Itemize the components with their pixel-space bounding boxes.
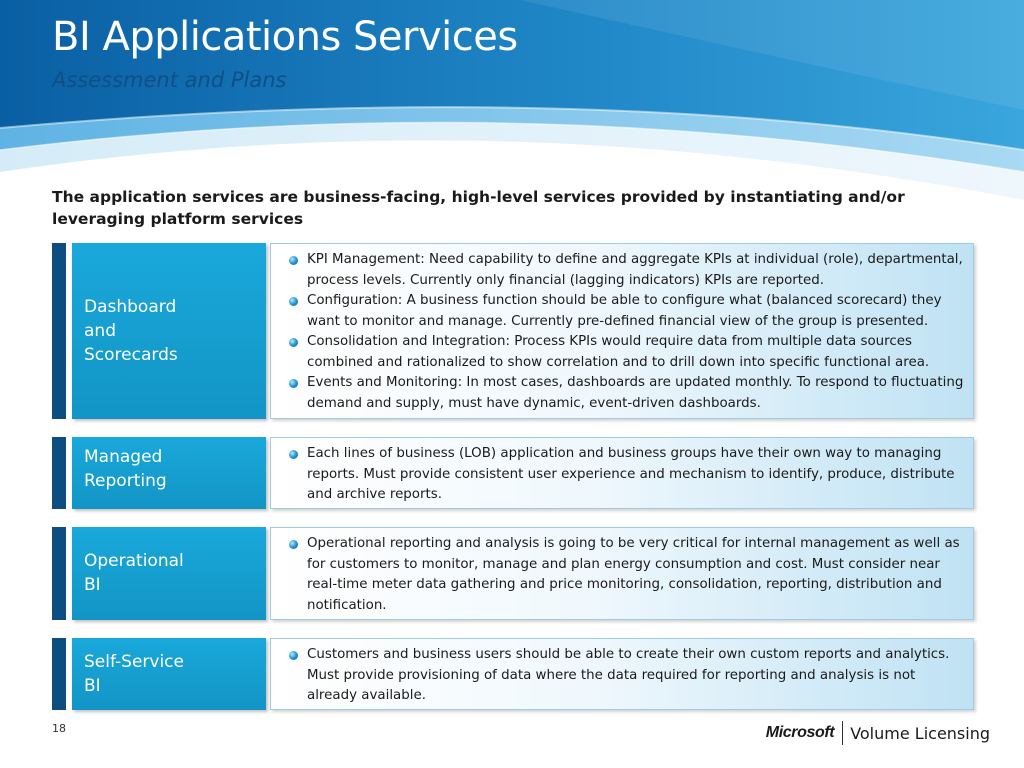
microsoft-volume-licensing-logo xyxy=(766,720,990,746)
bullet-item xyxy=(283,332,965,373)
section-content xyxy=(270,437,974,509)
bullet-icon xyxy=(289,540,298,549)
section-self-service-bi xyxy=(52,638,974,710)
bullet-item xyxy=(283,291,965,332)
section-edge-bar xyxy=(52,638,66,710)
section-content xyxy=(270,243,974,419)
microsoft-wordmark: Microsoft xyxy=(765,724,835,741)
bullet-text: Each lines of business (LOB) application and business groups have their own way to managing reports. Must provide consistent user experience and mechanism to identify, produce, distribute and archive reports. xyxy=(307,446,955,502)
bullet-item xyxy=(283,373,965,414)
section-label-line: Self-Service xyxy=(84,652,184,672)
bullet-icon xyxy=(289,297,298,306)
bullet-text: Operational reporting and analysis is going to be very critical for internal management as well as for customers to monitor, manage and plan energy consumption and cost. Must consider near real-time meter data gathering and price monitoring, consolidation, reporting, distribution and notification. xyxy=(307,536,960,613)
section-content xyxy=(270,638,974,710)
logo-divider xyxy=(842,721,843,745)
bullet-item xyxy=(283,250,965,291)
section-label xyxy=(72,243,266,419)
bullet-icon xyxy=(289,651,298,660)
section-label-line: Scorecards xyxy=(84,345,178,365)
section-dashboard-scorecards xyxy=(52,243,974,419)
bullet-icon xyxy=(289,450,298,459)
bullet-icon xyxy=(289,256,298,265)
section-managed-reporting xyxy=(52,437,974,509)
section-label-line: Operational xyxy=(84,551,184,571)
bullet-list xyxy=(283,645,965,707)
bullet-item xyxy=(283,444,965,506)
bullet-text: Configuration: A business function should be able to configure what (balanced scorecard) they want to monitor and manage. Currently pre-defined financial view of the group is presented. xyxy=(307,293,942,329)
bullet-text: Customers and business users should be able to create their own custom reports and analytics. Must provide provisioning of data where the data required for reporting and analysis is not already available. xyxy=(307,647,950,703)
section-label-line: BI xyxy=(84,676,101,696)
bullet-item xyxy=(283,534,965,616)
intro-statement: The application services are business-facing, high-level services provided by instantiating and/or leveraging platform services xyxy=(52,188,905,228)
slide-title: BI Applications Services xyxy=(52,14,518,60)
bullet-list xyxy=(283,534,965,616)
bullet-text: KPI Management: Need capability to define and aggregate KPIs at individual (role), departmental, process levels. Currently only financial (lagging indicators) KPIs are reported. xyxy=(307,252,963,288)
section-label-line: Managed xyxy=(84,447,163,467)
section-label-line: Dashboard xyxy=(84,297,177,317)
section-label xyxy=(72,437,266,509)
section-label-line: and xyxy=(84,321,116,341)
section-edge-bar xyxy=(52,527,66,620)
section-label xyxy=(72,527,266,620)
volume-licensing-text: Volume Licensing xyxy=(850,723,990,743)
section-edge-bar xyxy=(52,243,66,419)
bullet-list xyxy=(283,444,965,506)
section-edge-bar xyxy=(52,437,66,509)
bullet-text: Events and Monitoring: In most cases, dashboards are updated monthly. To respond to fluctuating demand and supply, must have dynamic, event-driven dashboards. xyxy=(307,375,964,411)
bullet-item xyxy=(283,645,965,707)
section-operational-bi xyxy=(52,527,974,620)
bullet-text: Consolidation and Integration: Process KPIs would require data from multiple data sources combined and rationalized to show correlation and to drill down into specific functional area. xyxy=(307,334,930,370)
section-content xyxy=(270,527,974,620)
section-label xyxy=(72,638,266,710)
section-label-line: BI xyxy=(84,575,101,595)
bullet-icon xyxy=(289,338,298,347)
page-number: 18 xyxy=(52,722,66,735)
bullet-icon xyxy=(289,379,298,388)
bullet-list xyxy=(283,250,965,414)
slide-subtitle: Assessment and Plans xyxy=(52,68,287,92)
section-label-line: Reporting xyxy=(84,471,167,491)
